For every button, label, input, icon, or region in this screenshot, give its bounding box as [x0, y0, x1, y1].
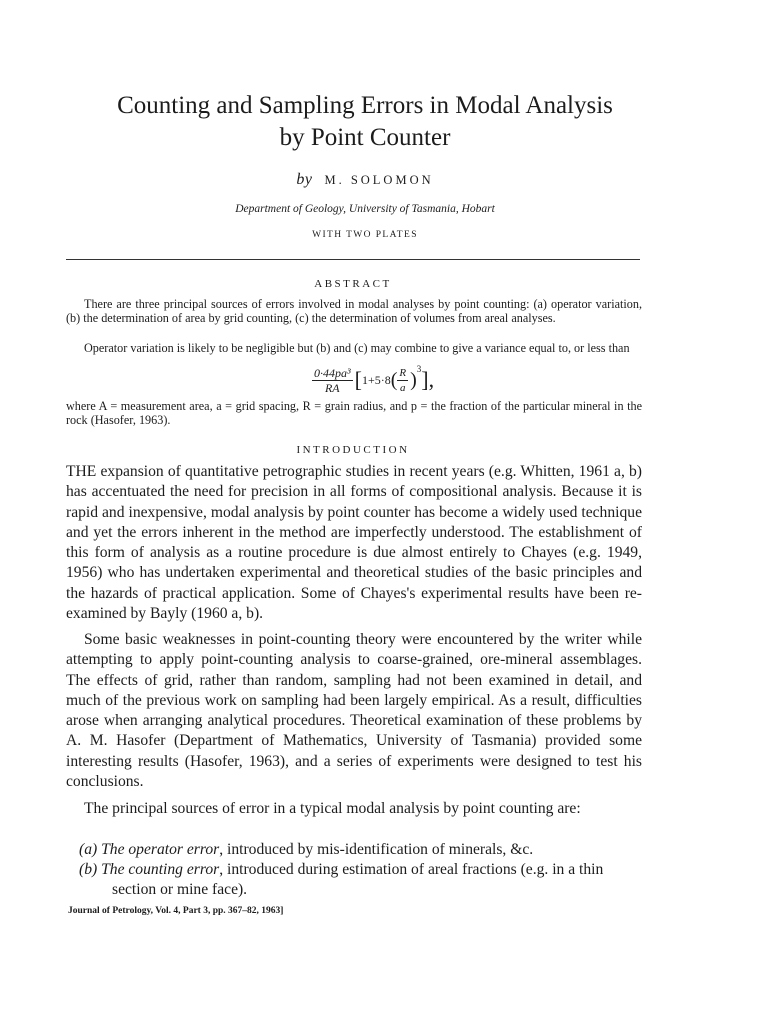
list-item — [66, 840, 642, 860]
formula-fraction — [312, 366, 353, 395]
abstract-p1: There are three principal sources of errors involved in modal analyses by point counting: (a) operator variation, (b) the determination of area by grid counting, (c) the determination of volumes from areal analyses. — [66, 297, 642, 325]
formula-numerator: 0·44pa³ — [314, 365, 351, 380]
close-paren: ) — [410, 368, 417, 391]
abstract-paragraph-1 — [66, 297, 642, 325]
formula-denominator: RA — [324, 380, 340, 395]
affiliation: Department of Geology, University of Tasmania, Hobart — [235, 203, 495, 215]
formula-inner-fraction — [397, 366, 408, 395]
item-label: (a) — [79, 841, 98, 858]
title-line-1: Counting and Sampling Errors in Modal Analysis — [117, 92, 613, 119]
byline — [60, 171, 670, 189]
abstract-paragraph-2 — [66, 341, 642, 355]
plates-note: WITH TWO PLATES — [312, 230, 418, 240]
author-name: M. SOLOMON — [324, 173, 434, 187]
item-label: (b) — [79, 861, 98, 878]
article-title — [60, 90, 670, 154]
formula-exponent: 3 — [416, 364, 422, 374]
item-text: , introduced during estimation of areal fractions (e.g. in a thin section or mine face). — [112, 861, 604, 899]
intro-p2: Some basic weaknesses in point-counting theory were encountered by the writer while attempting to apply point-counting analysis to coarse-grained, ore-mineral assemblages. The effects of grid, rather than random, sampling had not been examined in detail, and much of the previous work on sampling had been largely empirical. As a result, difficulties arose when arranging analytical procedures. Theoretical examination of these problems by A. M. Hasofer (Department of Mathematics, University of Tasmania) provided some interesting results (Hasofer, 1963), and a series of experiments were designed to test his conclusions. — [66, 631, 642, 791]
byline-by: by — [296, 171, 313, 188]
intro-p3: The principal sources of error in a typical modal analysis by point counting are: — [84, 800, 581, 817]
list-item — [66, 860, 642, 901]
journal-citation: Journal of Petrology, Vol. 4, Part 3, pp. 367–82, 1963] — [68, 906, 284, 916]
abstract-p2: Operator variation is likely to be negligible but (b) and (c) may combine to give a variance equal to, or less than — [84, 341, 630, 355]
formula-inner-denominator: a — [399, 381, 406, 394]
open-paren: ( — [390, 368, 398, 391]
introduction-paragraph-1 — [66, 462, 642, 624]
header-rule — [66, 259, 640, 260]
item-text: , introduced by mis-identification of minerals, &c. — [219, 841, 534, 858]
abstract-p3: where A = measurement area, a = grid spacing, R = grain radius, and p = the fraction of the particular mineral in the rock (Hasofer, 1963). — [66, 399, 642, 427]
introduction-paragraph-3 — [66, 799, 642, 819]
item-term: The counting error — [101, 861, 220, 878]
item-term: The operator error — [101, 841, 220, 858]
open-bracket: [ — [354, 367, 362, 392]
title-line-2: by Point Counter — [279, 124, 451, 151]
introduction-heading: INTRODUCTION — [296, 444, 410, 456]
formula-bracket-inner: 1+5·8 — [361, 372, 391, 387]
introduction-paragraph-2 — [66, 630, 642, 792]
variance-formula — [312, 360, 434, 400]
abstract-paragraph-3 — [66, 399, 642, 427]
close-bracket: ], — [421, 367, 435, 392]
intro-p1: THE expansion of quantitative petrographic studies in recent years (e.g. Whitten, 1961 a, b) has accentuated the need for precision in all forms of compositional analysis. Because it is rapid and inexpensive, modal analysis by point counter has become a widely used technique and yet the errors inherent in the method are imperfectly understood. The establishment of this form of analysis as a routine procedure is due almost entirely to Chayes (e.g. 1949, 1956) who has undertaken experimental and theoretical studies of the basic principles and the hazards of practical application. Some of Chayes's experimental results have been re-examined by Bayly (1960 a, b). — [66, 463, 642, 623]
abstract-heading: ABSTRACT — [314, 278, 392, 290]
formula-inner-numerator: R — [399, 366, 407, 379]
